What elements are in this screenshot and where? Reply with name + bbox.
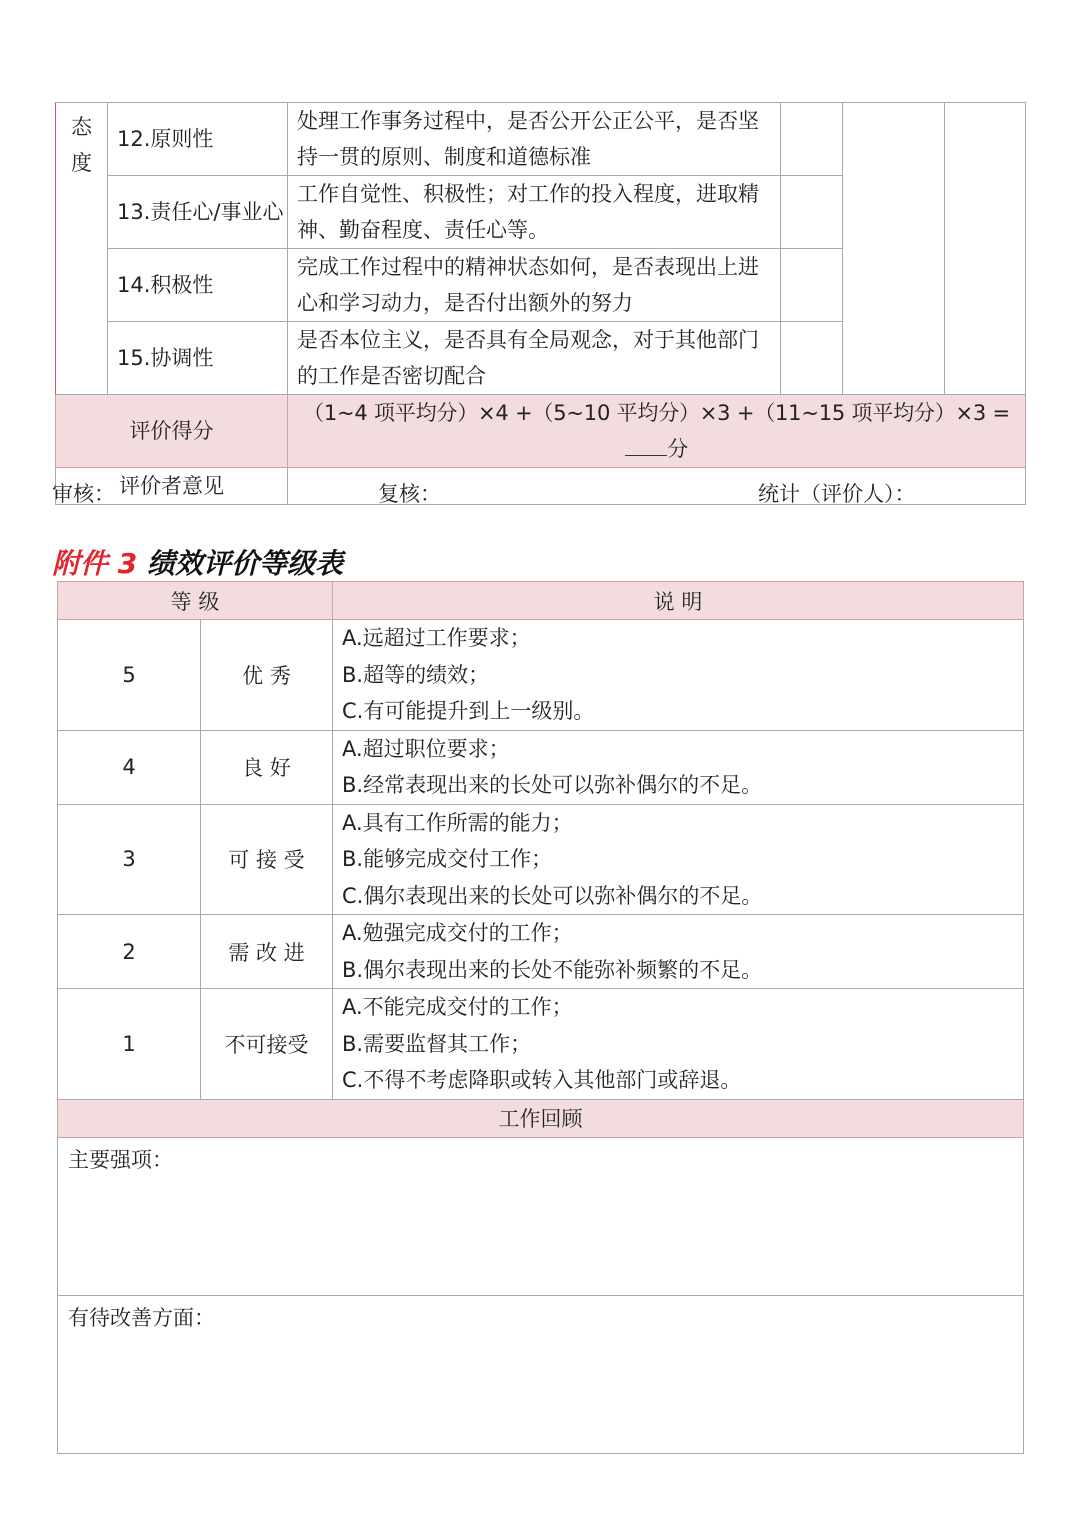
criterion-description: 处理工作事务过程中，是否公开公正公平，是否坚持一贯的原则、制度和道德标准 — [288, 103, 781, 176]
grade-description: A.超过职位要求； B.经常表现出来的长处可以弥补偶尔的不足。 — [333, 730, 1024, 804]
strengths-field[interactable] — [58, 1137, 1024, 1295]
criterion-description: 工作自觉性、积极性；对工作的投入程度，进取精神、勤奋程度、责任心等。 — [288, 176, 781, 249]
score-cell[interactable] — [781, 103, 843, 176]
grade-description: A.不能完成交付的工作； B.需要监督其工作； C.不得不考虑降职或转入其他部门或辞退。 — [333, 989, 1024, 1100]
improvement-field[interactable] — [58, 1295, 1024, 1453]
improvement-row — [58, 1295, 1024, 1453]
grade-description: A.具有工作所需的能力； B.能够完成交付工作； C.偶尔表现出来的长处可以弥补偶尔的不足。 — [333, 804, 1024, 915]
evaluation-table — [55, 102, 1026, 505]
criterion-name: 14.积极性 — [108, 249, 288, 322]
header-level: 等 级 — [58, 582, 333, 620]
table-row — [56, 103, 1026, 176]
recheck-label: 复核： — [378, 482, 441, 506]
statistics-label: 统计（评价人）： — [758, 482, 916, 506]
grade-name: 优 秀 — [201, 620, 333, 731]
grade-number: 5 — [58, 620, 201, 731]
category-attitude: 态 度 — [56, 103, 108, 395]
grade-number: 4 — [58, 730, 201, 804]
review-header-row — [58, 1099, 1024, 1137]
grade-number: 1 — [58, 989, 201, 1100]
grade-header-row — [58, 582, 1024, 620]
strengths-row — [58, 1137, 1024, 1295]
score-row — [56, 395, 1026, 468]
improvement-label: 有待改善方面： — [68, 1305, 215, 1330]
grade-number: 3 — [58, 804, 201, 915]
criterion-name: 12.原则性 — [108, 103, 288, 176]
score-cell[interactable] — [945, 103, 1026, 395]
opinion-label: 评价者意见 — [56, 468, 288, 505]
grade-description: A.勉强完成交付的工作； B.偶尔表现出来的长处不能弥补频繁的不足。 — [333, 915, 1024, 989]
table-row — [58, 989, 1024, 1100]
table-row — [58, 804, 1024, 915]
grade-number: 2 — [58, 915, 201, 989]
annex-heading — [52, 544, 343, 584]
criterion-name: 13.责任心/事业心 — [108, 176, 288, 249]
criterion-description: 是否本位主义，是否具有全局观念，对于其他部门的工作是否密切配合 — [288, 322, 781, 395]
grade-description: A.远超过工作要求； B.超等的绩效； C.有可能提升到上一级别。 — [333, 620, 1024, 731]
strengths-label: 主要强项： — [68, 1147, 173, 1172]
grade-name: 可 接 受 — [201, 804, 333, 915]
review-header: 工作回顾 — [58, 1099, 1024, 1137]
table-row — [58, 620, 1024, 731]
audit-label: 审核： — [52, 482, 115, 506]
score-cell[interactable] — [781, 249, 843, 322]
grade-name: 良 好 — [201, 730, 333, 804]
score-label: 评价得分 — [56, 395, 288, 468]
annex-title: 绩效评价等级表 — [146, 547, 343, 580]
score-cell[interactable] — [781, 176, 843, 249]
grade-name: 需 改 进 — [201, 915, 333, 989]
table-row — [58, 730, 1024, 804]
score-cell[interactable] — [843, 103, 945, 395]
header-description: 说 明 — [333, 582, 1024, 620]
criterion-name: 15.协调性 — [108, 322, 288, 395]
grade-name: 不可接受 — [201, 989, 333, 1100]
score-blank[interactable] — [625, 435, 667, 456]
score-formula: （1~4 项平均分）×4 +（5~10 平均分）×3 +（11~15 项平均分）×3 =分 — [288, 395, 1026, 468]
criterion-description: 完成工作过程中的精神状态如何，是否表现出上进心和学习动力，是否付出额外的努力 — [288, 249, 781, 322]
table-row — [58, 915, 1024, 989]
score-cell[interactable] — [781, 322, 843, 395]
annex-number: 附件 3 — [52, 547, 138, 580]
grade-table — [57, 581, 1024, 1454]
